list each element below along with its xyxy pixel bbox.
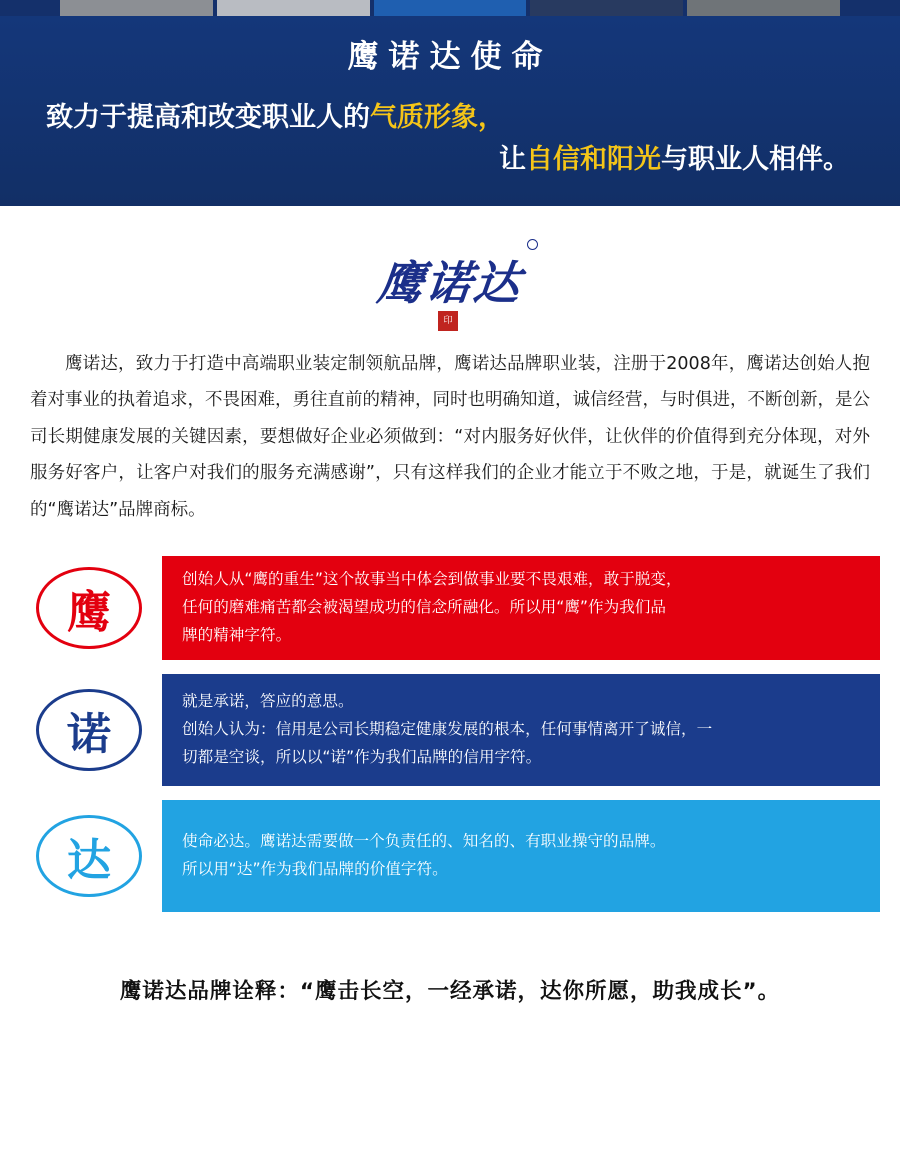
thumb-2 [217,0,370,16]
card-body-nuo [162,674,880,786]
card-nuo [20,674,880,786]
hero-line-1-highlight: 气质形象， [370,102,505,133]
hero-line-1-text: 致力于提高和改变职业人的 [46,102,370,133]
hero-line-2-suffix: 与职业人相伴。 [661,144,850,175]
card-ying [20,556,880,660]
card-line: 就是承诺，答应的意思。 [182,692,354,711]
card-glyph-da: 达 [67,834,111,886]
card-line: 切都是空谈，所以以“诺”作为我们品牌的信用字符。 [182,747,542,766]
thumb-3 [374,0,527,16]
card-line: 任何的磨难痛苦都会被渴望成功的信念所融化。所以用“鹰”作为我们品 [182,598,666,617]
hero-line-2-prefix: 让 [499,144,526,175]
card-line: 创始人从“鹰的重生”这个故事当中体会到做事业要不畏艰难，敢于脱变， [182,570,682,589]
photo-strip [0,0,900,16]
thumb-1 [60,0,213,16]
thumb-5 [687,0,840,16]
card-glyph-nuo: 诺 [67,708,111,760]
brand-logo-text: 鹰诺达 [374,256,525,310]
card-body-ying [162,556,880,660]
card-badge-da [36,815,142,897]
hero-line-1 [40,97,860,139]
hero-banner [0,16,900,206]
brand-logo-area [0,206,900,336]
card-line: 牌的精神字符。 [182,625,292,644]
hero-line-2 [40,139,860,181]
card-badge-nuo [36,689,142,771]
card-glyph-ying: 鹰 [67,586,111,638]
brand-character-cards [0,528,900,912]
card-line: 使命必达。鹰诺达需要做一个负责任的、知名的、有职业操守的品牌。 [182,832,666,851]
hero-line-2-highlight: 自信和阳光 [526,144,661,175]
card-line: 所以用“达”作为我们品牌的价值字符。 [182,859,448,878]
thumb-4 [530,0,683,16]
hero-title: 鹰诺达使命 [347,39,553,74]
brand-logo [360,235,540,325]
card-da [20,800,880,912]
intro-paragraph: 鹰诺达，致力于打造中高端职业装定制领航品牌，鹰诺达品牌职业装，注册于2008年，鹰诺达创始人抱着对事业的执着追求，不畏困难，勇往直前的精神，同时也明确知道，诚信经营，与时俱进，不断创新，是公司长期健康发展的关键因素，要想做好企业必须做到：“对内服务好伙伴，让伙伴的价值得到充分体现，对外服务好客户，让客户对我们的服务充满感谢”，只有这样我们的企业才能立于不败之地，于是，就诞生了我们的“鹰诺达”品牌商标。 [30,354,870,520]
card-line: 创始人认为：信用是公司长期稳定健康发展的根本，任何事情离开了诚信，一 [182,720,713,739]
circle-icon [527,239,538,250]
brand-slogan: 鹰诺达品牌诠释：“鹰击长空，一经承诺，达你所愿，助我成长”。 [119,978,781,1004]
card-body-da [162,800,880,912]
card-badge-ying [36,567,142,649]
seal-stamp-icon: 印 [438,311,458,331]
